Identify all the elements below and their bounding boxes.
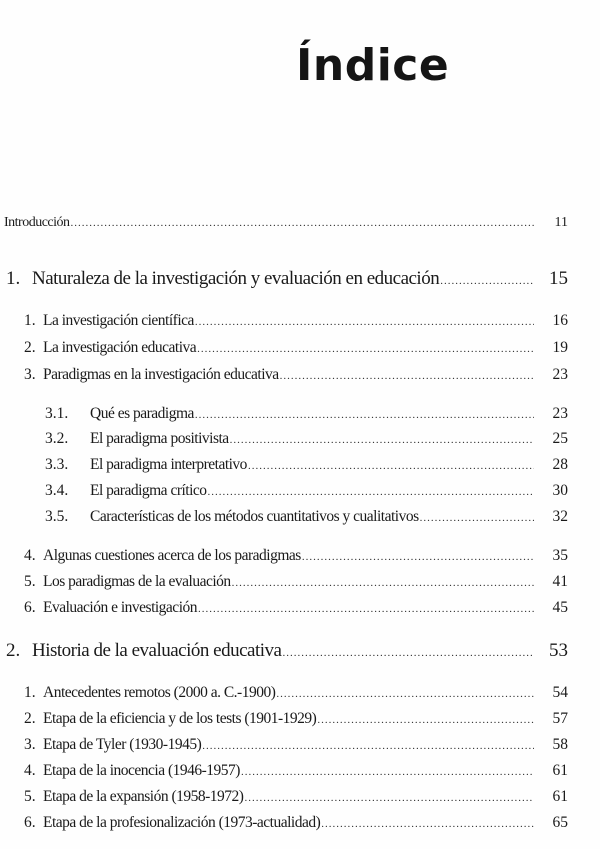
- entry-page-number: 57: [552, 710, 568, 727]
- entry-number: 3.1.: [45, 405, 69, 422]
- entry-number: 6.: [24, 599, 36, 616]
- toc-entry: [24, 710, 568, 728]
- entry-number: 1.: [24, 684, 36, 701]
- dot-leader: [420, 512, 534, 524]
- entry-title: Los paradigmas de la evaluación: [43, 573, 231, 590]
- toc-entry: [24, 684, 568, 702]
- entry-number: 2.: [24, 339, 36, 356]
- toc-entry: [24, 599, 568, 617]
- dot-leader: [440, 275, 534, 287]
- entry-page-number: 25: [552, 430, 568, 447]
- entry-page-number: 16: [552, 312, 568, 329]
- dot-leader: [232, 577, 534, 589]
- entry-title: La investigación científica: [43, 312, 194, 329]
- entry-page-number: 45: [552, 599, 568, 616]
- dot-leader: [195, 409, 534, 421]
- toc-entry: [24, 814, 568, 832]
- dot-leader: [248, 460, 534, 472]
- entry-number: 4.: [24, 762, 36, 779]
- toc-entry: [24, 339, 568, 357]
- entry-number: 6.: [24, 814, 36, 831]
- entry-number: 3.: [24, 736, 36, 753]
- dot-leader: [208, 486, 534, 498]
- entry-title: Naturaleza de la investigación y evaluación en educación: [32, 268, 440, 289]
- entry-page-number: 11: [554, 215, 568, 230]
- entry-number: 4.: [24, 547, 36, 564]
- entry-number: 3.: [24, 366, 36, 383]
- entry-page-number: 35: [552, 547, 568, 564]
- toc-entry: [6, 640, 568, 662]
- entry-page-number: 23: [552, 405, 568, 422]
- dot-leader: [317, 714, 534, 726]
- entry-number: 2.: [24, 710, 36, 727]
- entry-title: Etapa de la eficiencia y de los tests (1901-1929): [43, 710, 317, 727]
- toc-entry: [45, 430, 568, 448]
- entry-page-number: 23: [552, 366, 568, 383]
- dot-leader: [241, 766, 534, 778]
- entry-title: Historia de la evaluación educativa: [32, 640, 282, 661]
- dot-leader: [198, 603, 534, 615]
- toc-entry: [45, 456, 568, 474]
- toc-entry: [4, 215, 568, 231]
- entry-title: El paradigma positivista: [90, 430, 229, 447]
- entry-page-number: 61: [552, 788, 568, 805]
- toc-entry: [24, 547, 568, 565]
- dot-leader: [282, 647, 534, 659]
- entry-title: Algunas cuestiones acerca de los paradigmas: [43, 547, 301, 564]
- entry-number: 5.: [24, 573, 36, 590]
- dot-leader: [230, 434, 534, 446]
- entry-number: 5.: [24, 788, 36, 805]
- dot-leader: [71, 217, 534, 229]
- page-title: Índice: [296, 40, 450, 91]
- toc-entry: [24, 736, 568, 754]
- entry-number: 1.: [24, 312, 36, 329]
- entry-title: Paradigmas en la investigación educativa: [43, 366, 279, 383]
- entry-title: Qué es paradigma: [90, 405, 194, 422]
- toc-entry: [24, 366, 568, 384]
- entry-title: Evaluación e investigación: [43, 599, 197, 616]
- entry-number: 3.4.: [45, 482, 69, 499]
- entry-title: Etapa de la profesionalización (1973-actualidad): [43, 814, 321, 831]
- toc-entry: [6, 268, 568, 290]
- entry-title: Etapa de la inocencia (1946-1957): [43, 762, 240, 779]
- toc-entry: [24, 788, 568, 806]
- dot-leader: [195, 316, 534, 328]
- entry-page-number: 15: [549, 268, 568, 289]
- entry-number: 3.5.: [45, 508, 69, 525]
- toc-entry: [45, 405, 568, 423]
- dot-leader: [197, 343, 534, 355]
- dot-leader: [244, 792, 534, 804]
- toc-entry: [24, 762, 568, 780]
- entry-title: Etapa de Tyler (1930-1945): [43, 736, 202, 753]
- entry-page-number: 65: [552, 814, 568, 831]
- dot-leader: [280, 370, 534, 382]
- entry-title: Características de los métodos cuantitativos y cualitativos: [90, 508, 419, 525]
- toc-entry: [45, 508, 568, 526]
- dot-leader: [321, 818, 534, 830]
- entry-title: El paradigma interpretativo: [90, 456, 247, 473]
- entry-title: La investigación educativa: [43, 339, 197, 356]
- entry-number: 3.2.: [45, 430, 69, 447]
- entry-page-number: 28: [552, 456, 568, 473]
- entry-title: Introducción: [4, 215, 70, 230]
- entry-page-number: 30: [552, 482, 568, 499]
- entry-title: El paradigma crítico: [90, 482, 207, 499]
- entry-page-number: 19: [552, 339, 568, 356]
- entry-number: 2.: [6, 640, 21, 661]
- entry-number: 1.: [6, 268, 21, 289]
- entry-page-number: 41: [552, 573, 568, 590]
- entry-page-number: 58: [552, 736, 568, 753]
- entry-page-number: 53: [549, 640, 568, 661]
- entry-title: Antecedentes remotos (2000 a. C.-1900): [43, 684, 276, 701]
- dot-leader: [202, 740, 534, 752]
- entry-title: Etapa de la expansión (1958-1972): [43, 788, 244, 805]
- dot-leader: [276, 688, 534, 700]
- dot-leader: [302, 551, 534, 563]
- entry-page-number: 54: [552, 684, 568, 701]
- toc-entry: [24, 312, 568, 330]
- entry-page-number: 32: [552, 508, 568, 525]
- toc-entry: [24, 573, 568, 591]
- toc-entry: [45, 482, 568, 500]
- entry-page-number: 61: [552, 762, 568, 779]
- entry-number: 3.3.: [45, 456, 69, 473]
